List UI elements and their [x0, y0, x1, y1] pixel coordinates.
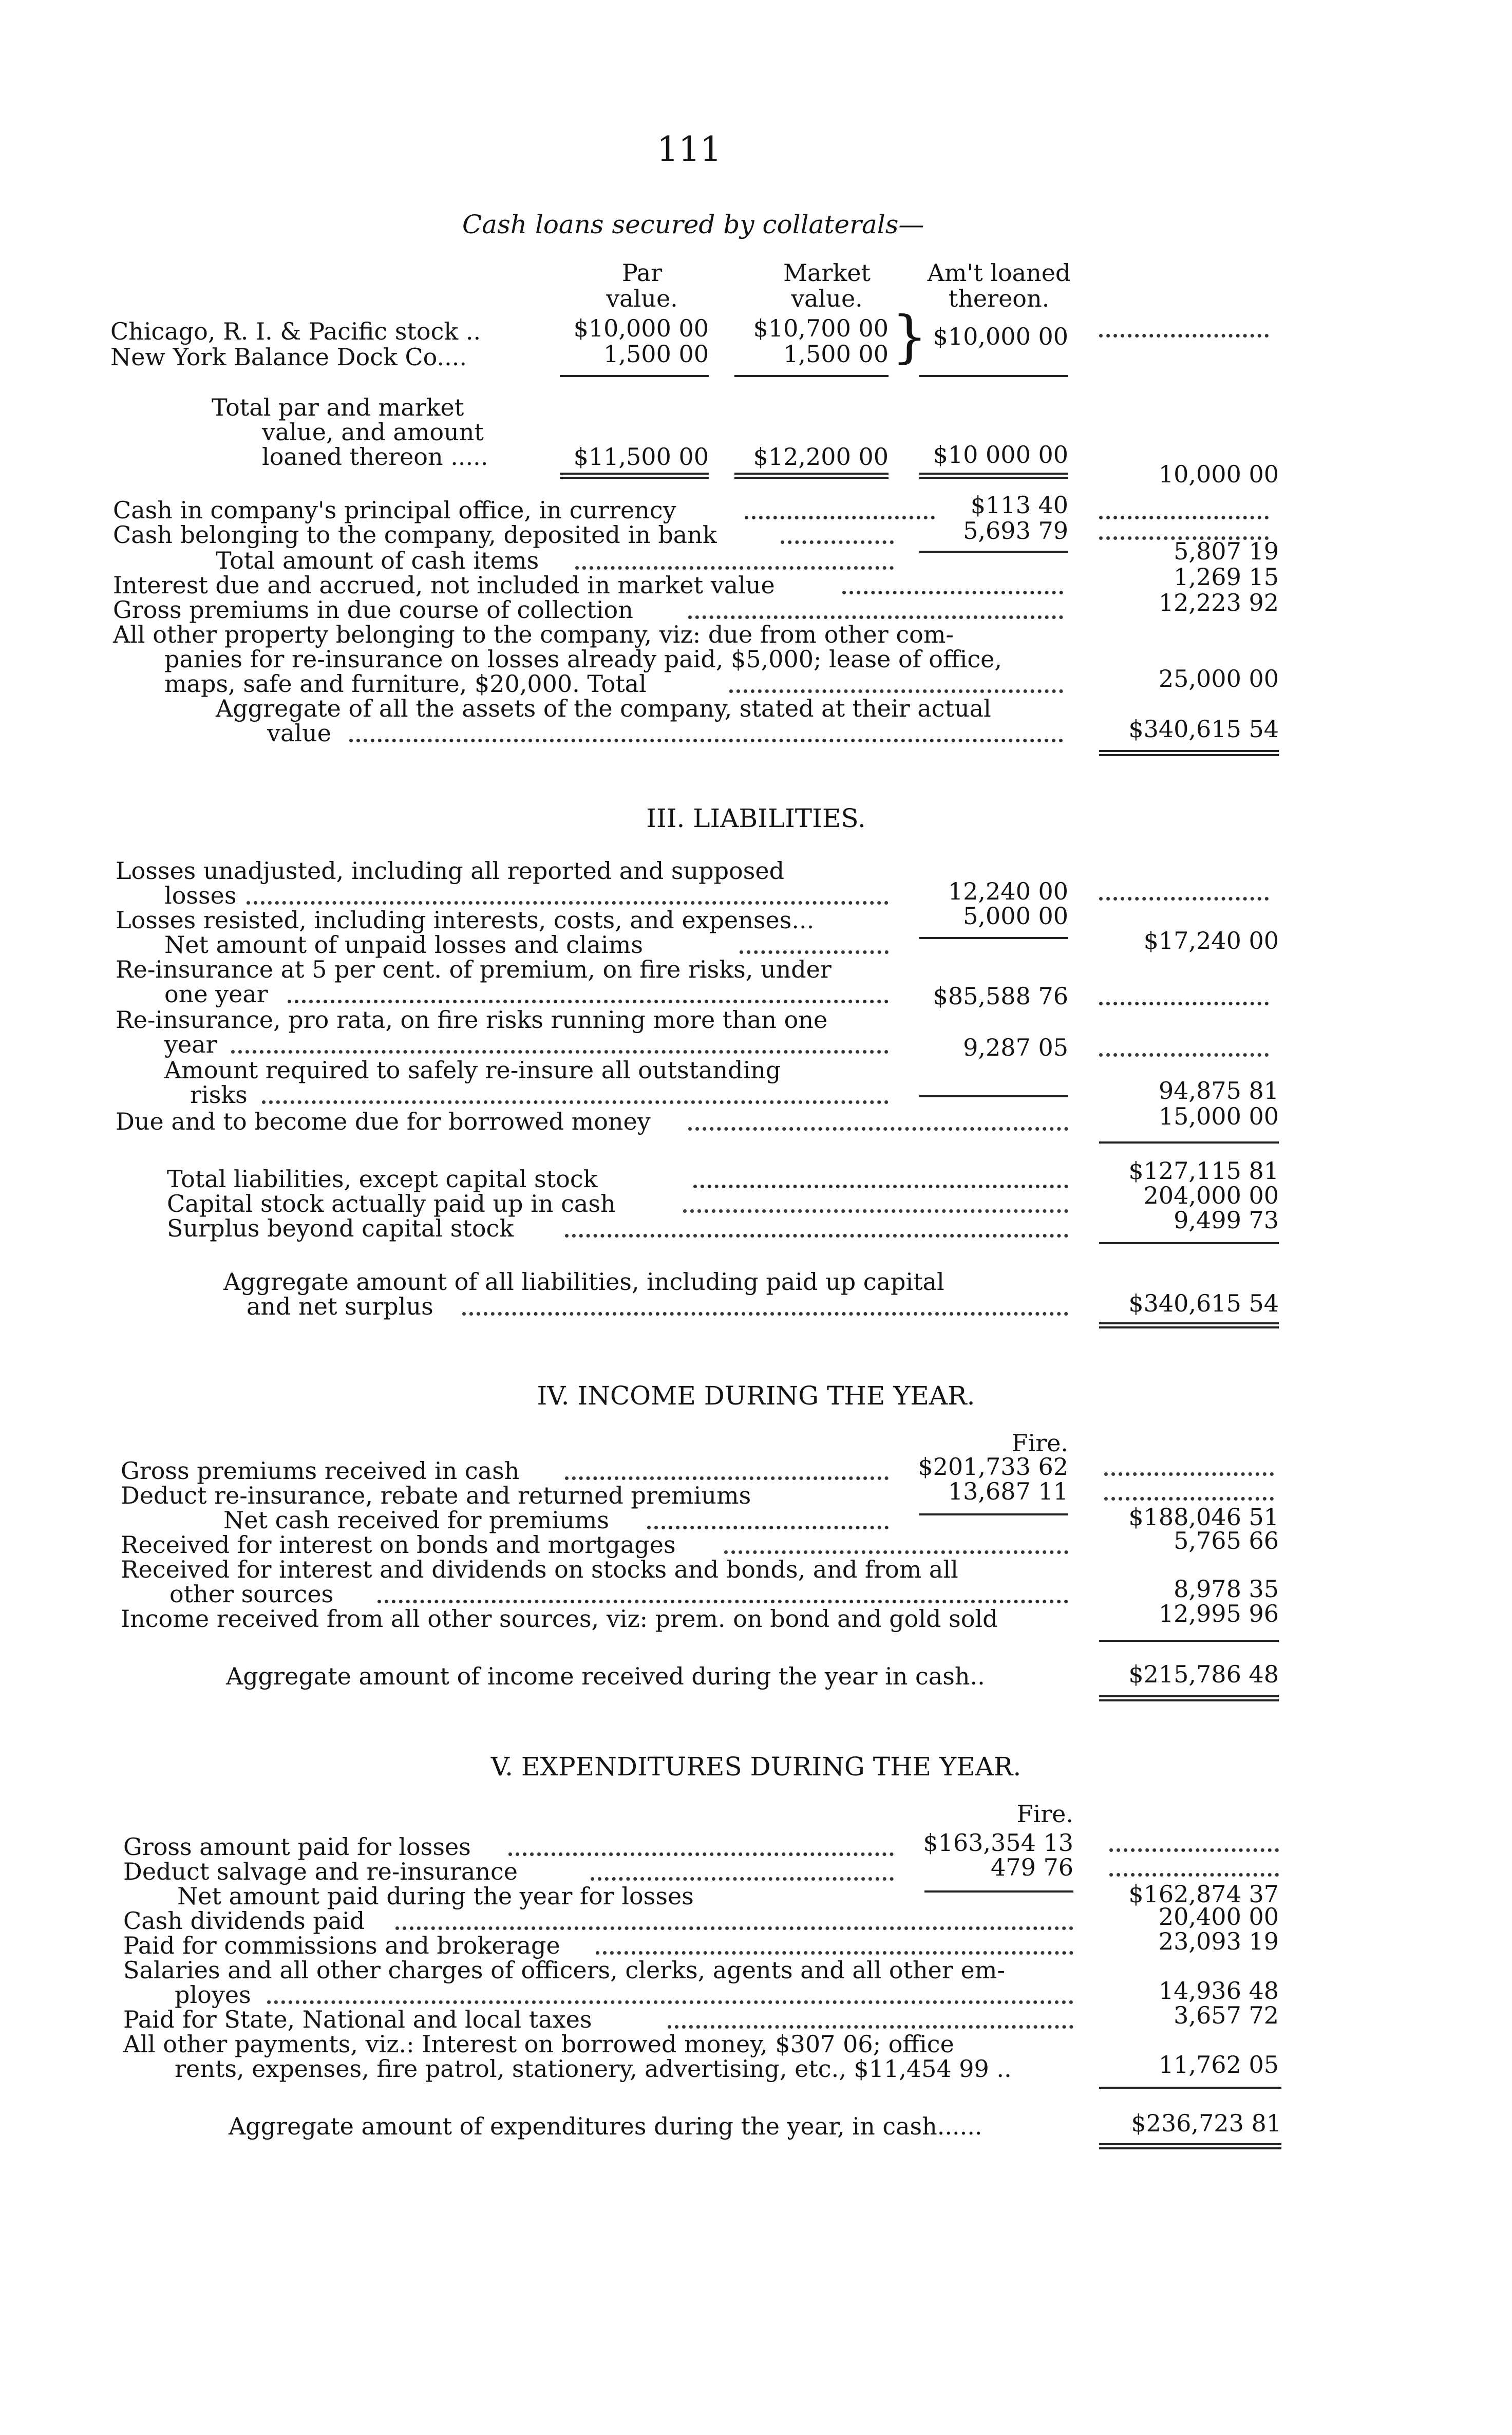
- leader-dots: [565, 1234, 1068, 1238]
- collateral-title: Cash loans secured by collaterals—: [462, 210, 924, 239]
- leader-dots: [377, 1600, 1068, 1603]
- income-dividends-line: Received for interest and dividends on stocks and bonds, and from all: [121, 1556, 958, 1583]
- brace: }: [892, 304, 928, 369]
- leader-dots: [508, 1852, 894, 1856]
- expend-deduct-label: Deduct salvage and re-insurance: [123, 1858, 518, 1885]
- liab-borrowed-value: 15,000 00: [1158, 1102, 1279, 1130]
- liab-total-except-value: $127,115 81: [1128, 1157, 1279, 1185]
- income-dividends-line: other sources: [169, 1580, 334, 1608]
- leader-dots: [1109, 1848, 1279, 1852]
- income-fire-header: Fire.: [1011, 1429, 1068, 1457]
- expend-gross-label: Gross amount paid for losses: [123, 1833, 471, 1861]
- liab-required-line: Amount required to safely re-insure all outstanding: [164, 1056, 781, 1084]
- leader-dots: [1099, 897, 1269, 901]
- leader-dots: [745, 516, 935, 519]
- collateral-total-label: value, and amount: [262, 418, 484, 446]
- rule: [919, 1513, 1068, 1515]
- liab-capital-value: 204,000 00: [1143, 1182, 1279, 1209]
- collateral-row-par: $10,000 00: [573, 314, 709, 342]
- double-rule: [734, 473, 889, 479]
- liab-reins1-line: Re-insurance at 5 per cent. of premium, on fire risks, under: [116, 956, 831, 983]
- rule: [919, 375, 1068, 377]
- expend-net-label: Net amount paid during the year for losses: [177, 1882, 694, 1910]
- double-rule: [1099, 1322, 1279, 1328]
- expend-deduct-value: 479 76: [991, 1853, 1073, 1881]
- assets-aggregate-line: Aggregate of all the assets of the company, stated at their actual: [216, 695, 991, 722]
- leader-dots: [693, 1185, 1068, 1188]
- rule: [919, 1095, 1068, 1097]
- assets-aggregate-line: value: [267, 719, 331, 747]
- liab-reins2-line: Re-insurance, pro rata, on fire risks running more than one: [116, 1006, 828, 1034]
- liab-unadjusted-value: 12,240 00: [948, 877, 1068, 905]
- double-rule: [1099, 2143, 1281, 2149]
- leader-dots: [591, 1877, 894, 1881]
- collateral-row-label: New York Balance Dock Co....: [110, 343, 467, 371]
- liab-required-line: risks: [190, 1081, 248, 1109]
- expend-other-line: All other payments, viz.: Interest on borrowed money, $307 06; office: [123, 2030, 954, 2058]
- cash-bank-value: 5,693 79: [963, 517, 1068, 545]
- liab-net-value: $17,240 00: [1143, 927, 1279, 954]
- liab-aggregate-value: $340,615 54: [1128, 1289, 1279, 1317]
- collateral-row-market: $10,700 00: [753, 314, 889, 342]
- liab-resisted-label: Losses resisted, including interests, costs, and expenses...: [116, 906, 815, 934]
- col-par-line2: value.: [606, 285, 678, 312]
- cash-total-label: Total amount of cash items: [216, 547, 539, 574]
- assets-other-line: All other property belonging to the company, viz: due from other com-: [113, 621, 954, 648]
- liab-reins1-value: $85,588 76: [933, 982, 1068, 1010]
- liab-reins2-value: 9,287 05: [963, 1034, 1068, 1061]
- income-heading: IV. INCOME DURING THE YEAR.: [537, 1381, 975, 1411]
- liab-aggregate-line: and net surplus: [247, 1293, 433, 1320]
- cash-office-value: $113 40: [970, 491, 1068, 519]
- rule: [560, 375, 709, 377]
- leader-dots: [247, 901, 889, 905]
- expend-salaries-line: Salaries and all other charges of officers, clerks, agents and all other em-: [123, 1956, 1005, 1984]
- collateral-total-par: $11,500 00: [573, 443, 709, 471]
- income-net-label: Net cash received for premiums: [223, 1506, 609, 1534]
- expend-salaries-value: 14,936 48: [1158, 1977, 1279, 2005]
- double-rule: [560, 473, 709, 479]
- income-interest-label: Received for interest on bonds and mortgages: [121, 1531, 676, 1559]
- assets-premiums-label: Gross premiums in due course of collection: [113, 596, 633, 624]
- income-gross-label: Gross premiums received in cash: [121, 1457, 520, 1485]
- income-interest-value: 5,765 66: [1174, 1527, 1279, 1554]
- leader-dots: [683, 1209, 1068, 1213]
- liab-capital-label: Capital stock actually paid up in cash: [167, 1190, 616, 1218]
- expend-aggregate-value: $236,723 81: [1131, 2109, 1281, 2137]
- leader-dots: [575, 566, 894, 570]
- assets-interest-value: 1,269 15: [1174, 563, 1279, 591]
- collateral-row-label: Chicago, R. I. & Pacific stock ..: [110, 317, 481, 345]
- leader-dots: [288, 1000, 889, 1003]
- rule: [1099, 1640, 1279, 1642]
- rule: [919, 551, 1068, 553]
- col-loaned-line2: thereon.: [948, 285, 1050, 312]
- collateral-total-label: loaned thereon .....: [262, 443, 488, 471]
- assets-aggregate-value: $340,615 54: [1128, 715, 1279, 743]
- leader-dots: [1099, 516, 1269, 519]
- leader-dots: [668, 2025, 1073, 2029]
- leader-dots: [462, 1312, 1068, 1316]
- leader-dots: [1099, 1002, 1269, 1005]
- page-number: 111: [657, 129, 722, 169]
- liab-aggregate-line: Aggregate amount of all liabilities, including paid up capital: [223, 1268, 944, 1296]
- income-aggregate-value: $215,786 48: [1128, 1660, 1279, 1688]
- leader-dots: [729, 689, 1063, 693]
- cash-total-value: 5,807 19: [1174, 537, 1279, 565]
- leader-dots: [724, 1550, 1068, 1554]
- liab-unadjusted-line: Losses unadjusted, including all reported and supposed: [116, 857, 785, 885]
- collateral-loaned: $10,000 00: [933, 323, 1068, 350]
- leader-dots: [349, 739, 1063, 742]
- leader-dots: [1099, 1053, 1269, 1057]
- leader-dots: [267, 2000, 1073, 2004]
- assets-premiums-value: 12,223 92: [1158, 589, 1279, 616]
- expend-commissions-label: Paid for commissions and brokerage: [123, 1932, 560, 1959]
- liab-unadjusted-line: losses: [164, 882, 237, 909]
- leader-dots: [1104, 1497, 1274, 1501]
- rule: [924, 1890, 1073, 1893]
- income-net-value: $188,046 51: [1128, 1503, 1279, 1531]
- assets-other-line: maps, safe and furniture, $20,000. Total: [164, 670, 647, 698]
- liab-reins2-line: year: [164, 1031, 217, 1058]
- income-dividends-value: 8,978 35: [1174, 1575, 1279, 1603]
- col-market-line1: Market: [783, 259, 871, 287]
- leader-dots: [565, 1476, 889, 1480]
- expenditures-heading: V. EXPENDITURES DURING THE YEAR.: [490, 1752, 1022, 1782]
- liab-surplus-value: 9,499 73: [1174, 1206, 1279, 1234]
- expend-net-value: $162,874 37: [1128, 1880, 1279, 1908]
- income-other-label: Income received from all other sources, viz: prem. on bond and gold sold: [121, 1605, 998, 1633]
- expend-other-line: rents, expenses, fire patrol, stationery, advertising, etc., $11,454 99 ..: [175, 2055, 1012, 2083]
- income-aggregate-label: Aggregate amount of income received during the year in cash..: [226, 1662, 985, 1690]
- leader-dots: [740, 950, 889, 954]
- double-rule: [919, 473, 1068, 479]
- income-other-value: 12,995 96: [1158, 1600, 1279, 1627]
- liab-net-label: Net amount of unpaid losses and claims: [164, 931, 643, 959]
- leader-dots: [781, 540, 894, 544]
- leader-dots: [1109, 1873, 1279, 1877]
- collateral-total-label: Total par and market: [212, 394, 464, 421]
- collateral-total-carried: 10,000 00: [1158, 460, 1279, 488]
- leader-dots: [1099, 334, 1269, 338]
- cash-bank-label: Cash belonging to the company, deposited in bank: [113, 521, 717, 549]
- expend-dividends-label: Cash dividends paid: [123, 1907, 365, 1935]
- leader-dots: [596, 1951, 1073, 1955]
- expend-salaries-line: ployes: [175, 1981, 251, 2009]
- expend-gross-value: $163,354 13: [923, 1829, 1073, 1857]
- leader-dots: [647, 1526, 889, 1529]
- rule: [1099, 1141, 1279, 1144]
- liab-total-except-label: Total liabilities, except capital stock: [167, 1165, 598, 1193]
- rule: [1099, 1242, 1279, 1244]
- leader-dots: [395, 1926, 1073, 1930]
- income-deduct-label: Deduct re-insurance, rebate and returned premiums: [121, 1482, 751, 1509]
- expend-fire-header: Fire.: [1016, 1800, 1073, 1828]
- leader-dots: [688, 615, 1063, 619]
- leader-dots: [262, 1100, 889, 1104]
- collateral-total-market: $12,200 00: [753, 443, 889, 471]
- liab-resisted-value: 5,000 00: [963, 902, 1068, 930]
- collateral-row-par: 1,500 00: [603, 340, 709, 368]
- liab-required-value: 94,875 81: [1158, 1077, 1279, 1104]
- collateral-row-market: 1,500 00: [783, 340, 889, 368]
- collateral-total-loaned: $10 000 00: [933, 441, 1068, 469]
- rule: [734, 375, 889, 377]
- expend-dividends-value: 20,400 00: [1158, 1903, 1279, 1931]
- liabilities-heading: III. LIABILITIES.: [646, 803, 866, 833]
- rule: [919, 937, 1068, 939]
- leader-dots: [688, 1127, 1068, 1131]
- cash-office-label: Cash in company's principal office, in currency: [113, 496, 676, 524]
- liab-borrowed-label: Due and to become due for borrowed money: [116, 1108, 651, 1135]
- double-rule: [1099, 1695, 1279, 1701]
- expend-taxes-value: 3,657 72: [1174, 2001, 1279, 2029]
- leader-dots: [842, 591, 1063, 594]
- expend-other-value: 11,762 05: [1158, 2051, 1279, 2078]
- liab-surplus-label: Surplus beyond capital stock: [167, 1214, 514, 1242]
- leader-dots: [231, 1050, 889, 1054]
- assets-other-line: panies for re-insurance on losses already paid, $5,000; lease of office,: [164, 645, 1003, 673]
- expend-taxes-label: Paid for State, National and local taxes: [123, 2006, 592, 2033]
- income-deduct-value: 13,687 11: [948, 1477, 1068, 1505]
- assets-interest-label: Interest due and accrued, not included in market value: [113, 571, 775, 599]
- col-par-line1: Par: [621, 259, 663, 287]
- liab-reins1-line: one year: [164, 980, 268, 1008]
- leader-dots: [1104, 1472, 1274, 1476]
- assets-other-value: 25,000 00: [1158, 665, 1279, 692]
- col-market-line2: value.: [791, 285, 863, 312]
- rule: [1099, 2087, 1281, 2089]
- expend-aggregate-label: Aggregate amount of expenditures during the year, in cash......: [229, 2112, 982, 2140]
- income-gross-value: $201,733 62: [918, 1453, 1068, 1481]
- expend-commissions-value: 23,093 19: [1158, 1927, 1279, 1955]
- col-loaned-line1: Am't loaned: [927, 259, 1071, 287]
- double-rule: [1099, 750, 1279, 756]
